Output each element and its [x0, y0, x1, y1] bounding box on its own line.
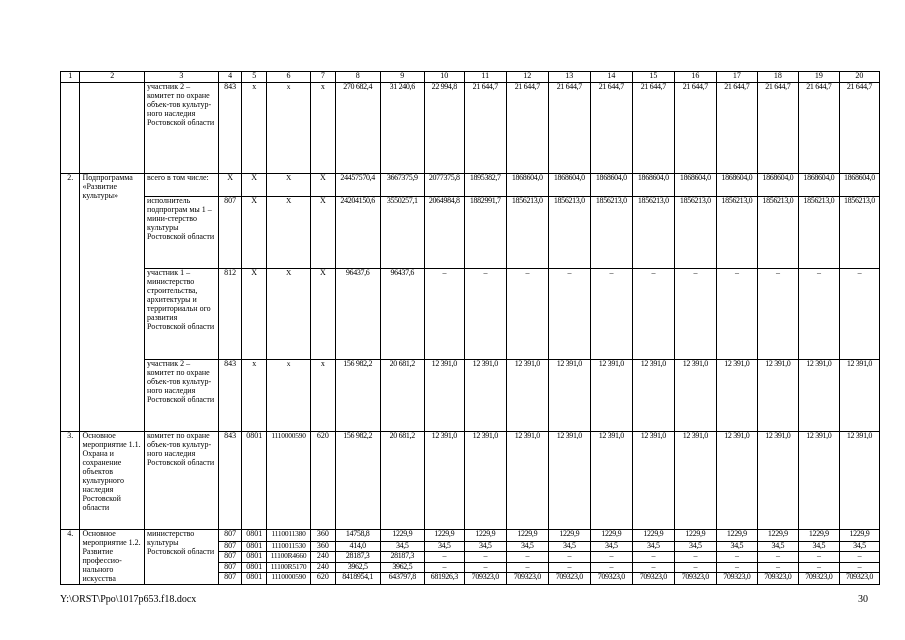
- amount-year: 12 391,0: [548, 360, 590, 432]
- amount-year: 709323,0: [716, 573, 757, 585]
- amount-year: 34,5: [590, 541, 632, 552]
- csr-code: Х: [266, 174, 310, 197]
- table-row: [61, 432, 880, 530]
- amount-year: –: [464, 269, 506, 360]
- amount-year: –: [506, 552, 548, 563]
- csr-code: 11100R4660: [266, 552, 310, 563]
- rzpr-code: 0801: [242, 552, 267, 563]
- total-amount: 156 982,2: [335, 360, 380, 432]
- amount-year: 12 391,0: [716, 360, 757, 432]
- amount-year: 681926,3: [424, 573, 464, 585]
- rzpr-code: х: [242, 83, 267, 174]
- amount-year: 20 681,2: [380, 360, 424, 432]
- csr-code: Х: [266, 197, 310, 269]
- amount-year: –: [839, 269, 879, 360]
- rzpr-code: 0801: [242, 541, 267, 552]
- column-number: 7: [311, 72, 336, 83]
- amount-year: 22 994,8: [424, 83, 464, 174]
- amount-year: 12 391,0: [506, 432, 548, 530]
- amount-year: 1229,9: [464, 530, 506, 542]
- amount-year: –: [839, 552, 879, 563]
- grbs-code: 807: [218, 530, 242, 542]
- amount-year: 3550257,1: [380, 197, 424, 269]
- amount-year: 34,5: [424, 541, 464, 552]
- table-row: [61, 530, 880, 542]
- grbs-code: 807: [218, 552, 242, 563]
- grbs-code: 807: [218, 197, 242, 269]
- grbs-code: 807: [218, 573, 242, 585]
- amount-year: 1895382,7: [464, 174, 506, 197]
- column-number: 15: [632, 72, 674, 83]
- csr-code: 1110011380: [266, 530, 310, 542]
- amount-year: –: [798, 269, 839, 360]
- amount-year: –: [464, 562, 506, 573]
- executor-name: комитет по охране объек-тов культур-ного наследия Ростовской области: [145, 432, 219, 530]
- amount-year: –: [590, 269, 632, 360]
- column-number: 1: [61, 72, 80, 83]
- column-number: 2: [80, 72, 145, 83]
- measure-name: [80, 83, 145, 174]
- amount-year: 1868604,0: [590, 174, 632, 197]
- column-number: 9: [380, 72, 424, 83]
- amount-year: 709323,0: [674, 573, 716, 585]
- amount-year: 709323,0: [632, 573, 674, 585]
- column-number: 5: [242, 72, 267, 83]
- amount-year: 12 391,0: [674, 432, 716, 530]
- rzpr-code: 0801: [242, 432, 267, 530]
- column-number: 3: [145, 72, 219, 83]
- amount-year: –: [716, 269, 757, 360]
- column-number: 11: [464, 72, 506, 83]
- amount-year: 3667375,9: [380, 174, 424, 197]
- amount-year: 1868604,0: [674, 174, 716, 197]
- table-row: [61, 360, 880, 432]
- amount-year: 34,5: [464, 541, 506, 552]
- amount-year: –: [632, 562, 674, 573]
- amount-year: 12 391,0: [757, 432, 798, 530]
- column-number: 17: [716, 72, 757, 83]
- amount-year: 1856213,0: [716, 197, 757, 269]
- amount-year: 31 240,6: [380, 83, 424, 174]
- amount-year: 1229,9: [716, 530, 757, 542]
- amount-year: 643797,8: [380, 573, 424, 585]
- footer-page-number: 30: [858, 594, 868, 605]
- column-number: 19: [798, 72, 839, 83]
- amount-year: 96437,6: [380, 269, 424, 360]
- amount-year: 12 391,0: [548, 432, 590, 530]
- amount-year: 709323,0: [798, 573, 839, 585]
- total-amount: 24204150,6: [335, 197, 380, 269]
- vr-code: 620: [311, 432, 336, 530]
- amount-year: 1856213,0: [548, 197, 590, 269]
- amount-year: –: [548, 562, 590, 573]
- footer-file-path: Y:\ORST\Ppo\1017p653.f18.docx: [60, 594, 197, 605]
- amount-year: 12 391,0: [632, 432, 674, 530]
- table-row: [61, 83, 880, 174]
- vr-code: Х: [311, 174, 336, 197]
- total-amount: 3962,5: [335, 562, 380, 573]
- amount-year: 12 391,0: [590, 360, 632, 432]
- amount-year: 21 644,7: [798, 83, 839, 174]
- amount-year: 21 644,7: [548, 83, 590, 174]
- row-number: [61, 83, 80, 174]
- amount-year: 34,5: [716, 541, 757, 552]
- amount-year: –: [424, 562, 464, 573]
- amount-year: 1856213,0: [798, 197, 839, 269]
- rzpr-code: х: [242, 360, 267, 432]
- amount-year: 12 391,0: [632, 360, 674, 432]
- amount-year: –: [674, 552, 716, 563]
- amount-year: 1868604,0: [548, 174, 590, 197]
- rzpr-code: Х: [242, 269, 267, 360]
- amount-year: 34,5: [380, 541, 424, 552]
- total-amount: 96437,6: [335, 269, 380, 360]
- budget-table: [60, 71, 880, 585]
- total-amount: 156 982,2: [335, 432, 380, 530]
- column-number: 18: [757, 72, 798, 83]
- total-amount: 270 682,4: [335, 83, 380, 174]
- csr-code: 1110000590: [266, 432, 310, 530]
- rzpr-code: 0801: [242, 562, 267, 573]
- amount-year: 12 391,0: [839, 360, 879, 432]
- table-row: [61, 197, 880, 269]
- column-number: 6: [266, 72, 310, 83]
- amount-year: –: [424, 269, 464, 360]
- csr-code: 1110011530: [266, 541, 310, 552]
- vr-code: 360: [311, 530, 336, 542]
- amount-year: 1868604,0: [757, 174, 798, 197]
- vr-code: Х: [311, 197, 336, 269]
- amount-year: –: [839, 562, 879, 573]
- amount-year: 1856213,0: [757, 197, 798, 269]
- grbs-code: 843: [218, 432, 242, 530]
- amount-year: 12 391,0: [590, 432, 632, 530]
- amount-year: 1229,9: [798, 530, 839, 542]
- amount-year: 709323,0: [464, 573, 506, 585]
- amount-year: 34,5: [548, 541, 590, 552]
- amount-year: 12 391,0: [424, 432, 464, 530]
- csr-code: х: [266, 83, 310, 174]
- amount-year: 12 391,0: [506, 360, 548, 432]
- csr-code: Х: [266, 269, 310, 360]
- amount-year: –: [590, 562, 632, 573]
- amount-year: 1856213,0: [506, 197, 548, 269]
- grbs-code: 812: [218, 269, 242, 360]
- amount-year: 1229,9: [380, 530, 424, 542]
- amount-year: 1868604,0: [798, 174, 839, 197]
- amount-year: –: [757, 562, 798, 573]
- csr-code: 11100R5170: [266, 562, 310, 573]
- csr-code: х: [266, 360, 310, 432]
- amount-year: –: [674, 269, 716, 360]
- amount-year: 12 391,0: [424, 360, 464, 432]
- amount-year: –: [464, 552, 506, 563]
- amount-year: 34,5: [632, 541, 674, 552]
- amount-year: –: [632, 269, 674, 360]
- amount-year: –: [548, 552, 590, 563]
- amount-year: 709323,0: [757, 573, 798, 585]
- total-amount: 28187,3: [335, 552, 380, 563]
- amount-year: 1868604,0: [632, 174, 674, 197]
- amount-year: 28187,3: [380, 552, 424, 563]
- grbs-code: 843: [218, 360, 242, 432]
- csr-code: 1110000590: [266, 573, 310, 585]
- amount-year: 12 391,0: [716, 432, 757, 530]
- amount-year: 21 644,7: [590, 83, 632, 174]
- column-number: 10: [424, 72, 464, 83]
- table-row: [61, 269, 880, 360]
- amount-year: 21 644,7: [674, 83, 716, 174]
- column-number: 13: [548, 72, 590, 83]
- amount-year: –: [506, 269, 548, 360]
- rzpr-code: 0801: [242, 530, 267, 542]
- amount-year: 34,5: [506, 541, 548, 552]
- row-number: 2.: [61, 174, 80, 432]
- amount-year: 34,5: [757, 541, 798, 552]
- amount-year: 12 391,0: [757, 360, 798, 432]
- row-number: 4.: [61, 530, 80, 585]
- rzpr-code: Х: [242, 174, 267, 197]
- amount-year: 2077375,8: [424, 174, 464, 197]
- amount-year: –: [506, 562, 548, 573]
- amount-year: 1868604,0: [506, 174, 548, 197]
- executor-name: участник 1 – министерство строительства, архитектуры и территориальн ого развития Ростовской области: [145, 269, 219, 360]
- vr-code: х: [311, 83, 336, 174]
- rzpr-code: Х: [242, 197, 267, 269]
- amount-year: 709323,0: [590, 573, 632, 585]
- amount-year: 1229,9: [674, 530, 716, 542]
- amount-year: 1229,9: [548, 530, 590, 542]
- amount-year: 1856213,0: [674, 197, 716, 269]
- amount-year: 21 644,7: [632, 83, 674, 174]
- amount-year: –: [548, 269, 590, 360]
- amount-year: –: [716, 562, 757, 573]
- amount-year: –: [757, 552, 798, 563]
- grbs-code: 807: [218, 541, 242, 552]
- amount-year: –: [716, 552, 757, 563]
- amount-year: 1868604,0: [716, 174, 757, 197]
- grbs-code: 807: [218, 562, 242, 573]
- amount-year: 21 644,7: [716, 83, 757, 174]
- total-amount: 8418954,1: [335, 573, 380, 585]
- amount-year: 1856213,0: [839, 197, 879, 269]
- executor-name: всего в том числе:: [145, 174, 219, 197]
- amount-year: 12 391,0: [839, 432, 879, 530]
- column-number: 4: [218, 72, 242, 83]
- grbs-code: 843: [218, 83, 242, 174]
- amount-year: –: [632, 552, 674, 563]
- column-number: 12: [506, 72, 548, 83]
- grbs-code: Х: [218, 174, 242, 197]
- amount-year: –: [590, 552, 632, 563]
- row-number: 3.: [61, 432, 80, 530]
- amount-year: 1856213,0: [632, 197, 674, 269]
- total-amount: 414,0: [335, 541, 380, 552]
- amount-year: 1229,9: [757, 530, 798, 542]
- amount-year: 21 644,7: [506, 83, 548, 174]
- amount-year: 709323,0: [839, 573, 879, 585]
- amount-year: 12 391,0: [674, 360, 716, 432]
- measure-name: Основное мероприятие 1.1. Охрана и сохранение объектов культурного наследия Ростовской области: [80, 432, 145, 530]
- amount-year: –: [798, 562, 839, 573]
- vr-code: 240: [311, 562, 336, 573]
- column-number: 20: [839, 72, 879, 83]
- amount-year: 12 391,0: [464, 360, 506, 432]
- amount-year: 34,5: [674, 541, 716, 552]
- amount-year: 2064984,8: [424, 197, 464, 269]
- amount-year: 1229,9: [424, 530, 464, 542]
- amount-year: 3962,5: [380, 562, 424, 573]
- total-amount: 24457570,4: [335, 174, 380, 197]
- amount-year: 1856213,0: [590, 197, 632, 269]
- measure-name: Основное мероприятие 1.2. Развитие профессио-нального искусства: [80, 530, 145, 585]
- rzpr-code: 0801: [242, 573, 267, 585]
- vr-code: х: [311, 360, 336, 432]
- amount-year: –: [798, 552, 839, 563]
- column-number: 8: [335, 72, 380, 83]
- amount-year: 12 391,0: [798, 360, 839, 432]
- amount-year: 709323,0: [506, 573, 548, 585]
- amount-year: 21 644,7: [757, 83, 798, 174]
- executor-name: министерство культуры Ростовской области: [145, 530, 219, 585]
- column-number: 14: [590, 72, 632, 83]
- amount-year: 34,5: [839, 541, 879, 552]
- amount-year: –: [757, 269, 798, 360]
- amount-year: 1868604,0: [839, 174, 879, 197]
- amount-year: 1229,9: [632, 530, 674, 542]
- amount-year: –: [674, 562, 716, 573]
- amount-year: 34,5: [798, 541, 839, 552]
- column-number: 16: [674, 72, 716, 83]
- amount-year: 21 644,7: [839, 83, 879, 174]
- amount-year: 12 391,0: [798, 432, 839, 530]
- amount-year: –: [424, 552, 464, 563]
- vr-code: Х: [311, 269, 336, 360]
- column-number-row: [61, 72, 880, 83]
- amount-year: 20 681,2: [380, 432, 424, 530]
- vr-code: 240: [311, 552, 336, 563]
- executor-name: участник 2 – комитет по охране объек-тов культур-ного наследия Ростовской области: [145, 360, 219, 432]
- amount-year: 1229,9: [506, 530, 548, 542]
- amount-year: 1882991,7: [464, 197, 506, 269]
- amount-year: 1229,9: [839, 530, 879, 542]
- executor-name: участник 2 – комитет по охране объек-тов культур-ного наследия Ростовской области: [145, 83, 219, 174]
- measure-name: Подпрограмма «Развитие культуры»: [80, 174, 145, 432]
- amount-year: 12 391,0: [464, 432, 506, 530]
- amount-year: 709323,0: [548, 573, 590, 585]
- amount-year: 21 644,7: [464, 83, 506, 174]
- amount-year: 1229,9: [590, 530, 632, 542]
- vr-code: 620: [311, 573, 336, 585]
- table-row: [61, 174, 880, 197]
- total-amount: 14758,8: [335, 530, 380, 542]
- executor-name: исполнитель подпрограм мы 1 – мини-стерство культуры Ростовской области: [145, 197, 219, 269]
- vr-code: 360: [311, 541, 336, 552]
